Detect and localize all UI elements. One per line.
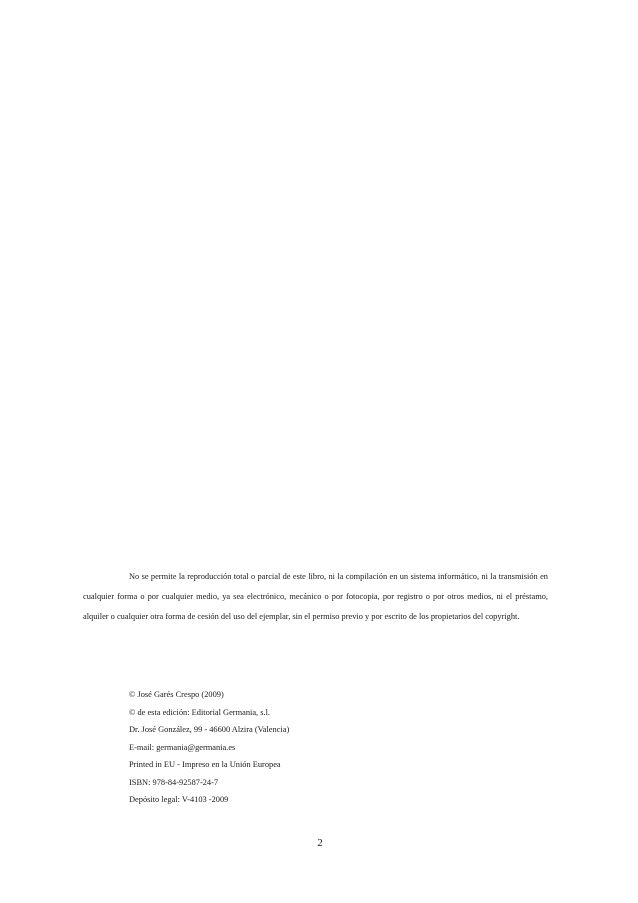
copyright-legal-notice: No se permite la reproducción total o parcial de este libro, ni la compilación en un sistema informático, ni la transmisión en cualquier forma o por cualquier medio, ya sea electrónico, mecánico o por fotocopia, por registro o por otros medios, ni el préstamo, alquiler o cualquier otra forma de cesión del uso del ejemplar, sin el permiso previo y por escrito de los propietarios del copyright.	[83, 572, 548, 622]
legal-deposit-line: Depósito legal: V-4103 -2009	[129, 795, 229, 804]
publisher-email-line: E-mail: germania@germania.es	[129, 742, 236, 752]
printing-origin-line: Printed in EU - Impreso en la Unión Europea	[129, 760, 281, 769]
isbn-line: ISBN: 978-84-92587-24-7	[129, 777, 219, 787]
publication-credits	[129, 686, 289, 809]
page-number: 2	[317, 837, 323, 849]
edition-copyright-line: © de esta edición: Editorial Germania, s.l.	[129, 707, 271, 717]
publisher-address-line: Dr. José González, 99 - 46600 Alzira (Valencia)	[129, 725, 290, 734]
author-copyright-line: © José Garés Crespo (2009)	[129, 690, 224, 699]
